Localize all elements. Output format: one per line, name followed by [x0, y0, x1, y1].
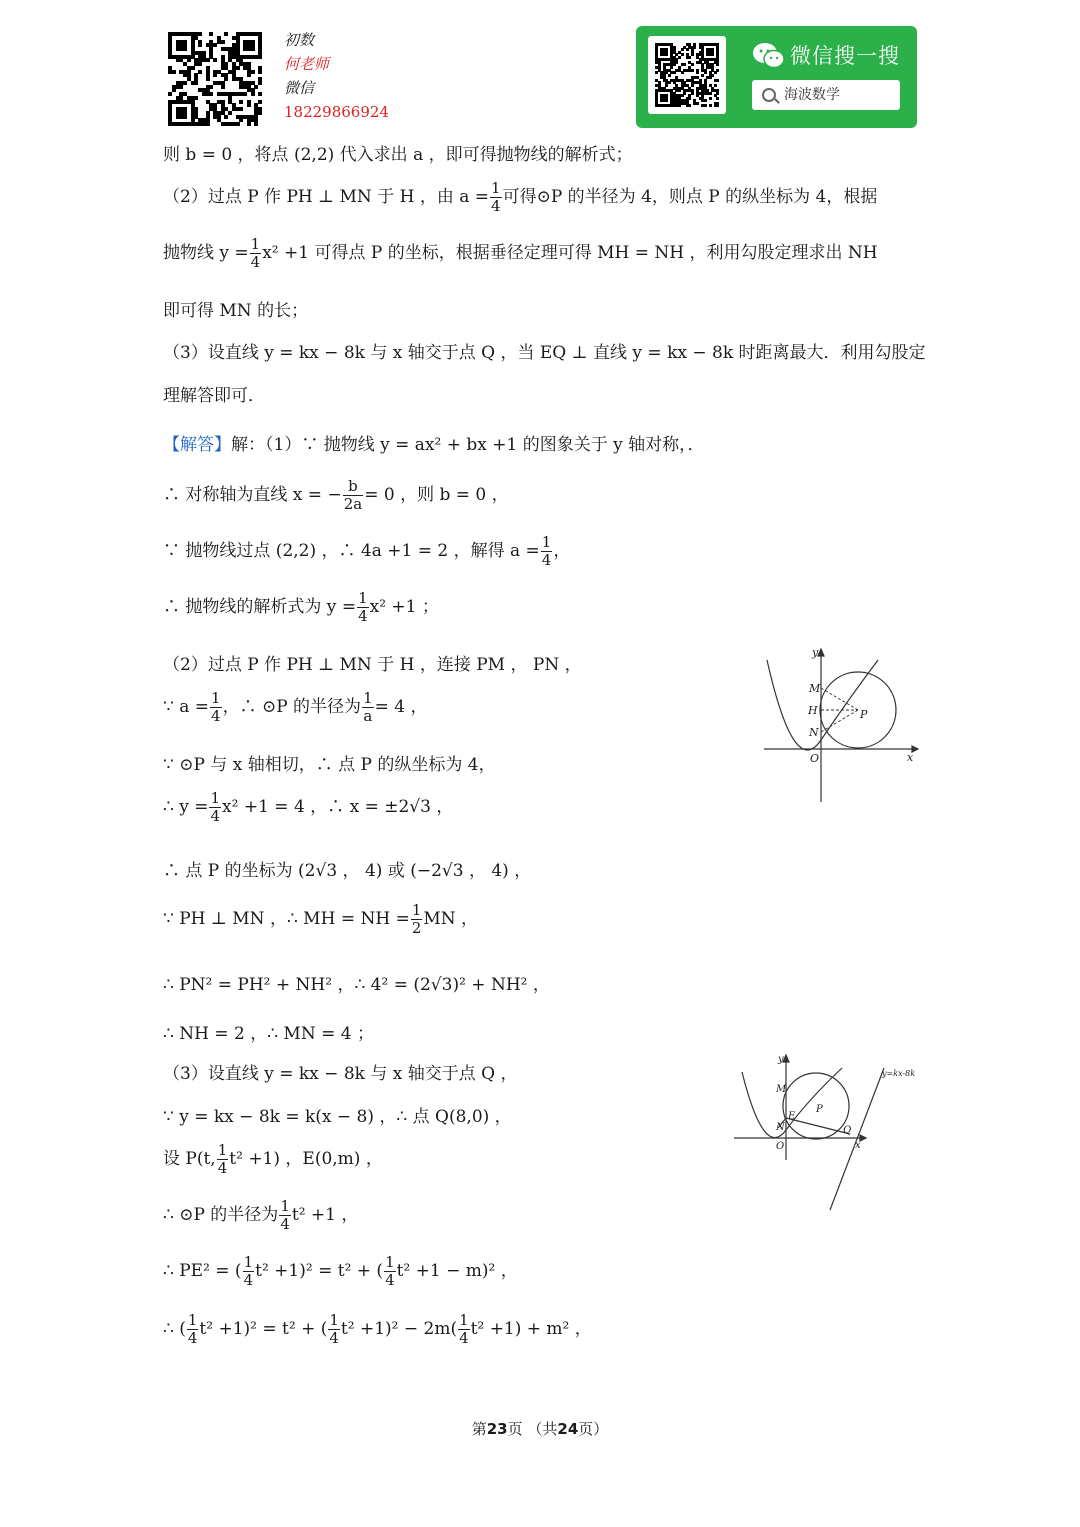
text-line-5: （3）设直线 y = kx − 8k 与 x 轴交于点 Q ，当 EQ ⊥ 直线 y = kx − 8k 时距离最大．利用勾股定 [163, 343, 926, 363]
qr-module [236, 66, 240, 70]
qr-module [224, 77, 228, 81]
qr-module [209, 32, 213, 36]
qr-module [683, 63, 686, 66]
contact-info [284, 28, 389, 124]
line-kx-8k [830, 1068, 884, 1210]
y-axis-arrow-icon [783, 1055, 789, 1062]
fraction [411, 902, 423, 937]
qr-module [168, 92, 172, 96]
qr-module [209, 92, 213, 96]
qr-module [243, 92, 247, 96]
text-line-9a: ∵ 抛物线过点 (2,2) ，∴ 4a +1 = 2 ，解得 a = [163, 541, 540, 561]
wechat-search-title: 微信搜一搜 [790, 44, 900, 68]
qr-module [678, 104, 681, 107]
text-line-3b: x² +1 可得点 P 的坐标，根据垂径定理可得 MH = NH ，利用勾股定理求出 NH [262, 243, 878, 263]
qr-module [716, 69, 719, 72]
text-line-24 [163, 1312, 592, 1347]
fraction-numerator: 1 [491, 179, 501, 197]
text-line-24d: t² +1) + m² ， [470, 1319, 592, 1339]
qr-module [239, 100, 243, 104]
fraction-denominator: 4 [187, 1329, 198, 1347]
fraction [217, 1142, 229, 1177]
qr-module [239, 118, 243, 122]
qr-module [678, 56, 681, 59]
qr-module [683, 92, 686, 95]
qr-module [711, 74, 714, 77]
qr-module [668, 74, 671, 77]
qr-module [709, 97, 712, 100]
qr-module [716, 92, 719, 95]
qr-module [704, 104, 707, 107]
fraction [187, 1312, 199, 1347]
text-line-16a: ∵ PH ⊥ MN ，∴ MH = NH = [163, 909, 410, 929]
qr-module [678, 89, 681, 92]
qr-module [709, 76, 712, 79]
label-n: N [809, 726, 819, 739]
qr-module [198, 43, 202, 47]
fraction [250, 236, 262, 271]
qr-module [670, 66, 673, 69]
total-pages: 24 [557, 1420, 579, 1438]
qr-module [696, 102, 699, 105]
label-o: O [810, 752, 820, 765]
text-line-3a: 抛物线 y = [163, 243, 249, 263]
text-line-21a: 设 P(t, [163, 1149, 216, 1169]
qr-module [206, 77, 210, 81]
wechat-logo-icon [752, 42, 786, 70]
qr-module [258, 70, 262, 74]
text-line-15: ∴ 点 P 的坐标为 (2√3 ， 4) 或 (−2√3 ， 4) ， [163, 861, 532, 881]
parabola-curve [767, 660, 878, 750]
text-line-7 [163, 430, 705, 455]
text-line-16b: MN ， [423, 909, 479, 929]
qr-module [213, 43, 217, 47]
fraction-denominator: 2a [343, 495, 363, 513]
text-line-23a: ∴ PE² = ( [163, 1261, 242, 1281]
text-line-4: 即可得 MN 的长； [163, 301, 309, 321]
label-h: H [808, 704, 818, 717]
label-x: x [907, 751, 914, 764]
text-line-23b: t² +1)² = t² + ( [255, 1261, 384, 1281]
fraction [384, 1254, 396, 1289]
qr-module [691, 92, 694, 95]
fraction-numerator: 1 [363, 689, 373, 707]
label-y: y [778, 1054, 784, 1065]
qr-module [251, 92, 255, 96]
wechat-search-box[interactable] [752, 80, 900, 110]
fraction-denominator: 4 [541, 551, 552, 569]
fraction [210, 690, 222, 725]
text-line-22 [163, 1198, 358, 1233]
qr-module [693, 46, 696, 49]
qr-module [258, 100, 262, 104]
x-axis-arrow-icon [860, 1135, 866, 1141]
qr-module [714, 84, 717, 87]
qr-module [213, 58, 217, 62]
qr-module [198, 62, 202, 66]
qr-module [704, 99, 707, 102]
fraction-numerator: 1 [358, 589, 368, 607]
label-p: P [816, 1104, 823, 1115]
qr-module [213, 73, 217, 77]
qr-module [251, 47, 255, 51]
qr-module [709, 104, 712, 107]
contact-wechat-label: 微信 [284, 79, 315, 97]
qr-module [665, 84, 668, 87]
text-line-8a: ∴ 对称轴为直线 x = − [163, 485, 342, 505]
qr-module [688, 104, 691, 107]
fraction-numerator: 1 [459, 1311, 469, 1329]
text-line-12 [163, 690, 427, 725]
text-line-10 [163, 590, 439, 625]
label-m: M [776, 1084, 787, 1095]
qr-module [711, 53, 714, 56]
wechat-qr-box [648, 36, 726, 114]
qr-module [668, 81, 671, 84]
fraction-denominator: 4 [211, 707, 221, 725]
fraction-numerator: 1 [385, 1253, 395, 1271]
qr-module [206, 58, 210, 62]
figure-parabola-circle [750, 640, 930, 806]
page-footer [0, 1418, 1080, 1439]
fraction-denominator: 2 [411, 919, 422, 937]
text-line-2 [163, 180, 877, 215]
qr-module [247, 103, 251, 107]
fraction-numerator: 1 [329, 1311, 339, 1329]
qr-module [673, 71, 676, 74]
label-m: M [809, 682, 821, 695]
qr-module [198, 70, 202, 74]
qr-module [691, 53, 694, 56]
text-line-10a: ∴ 抛物线的解析式为 y = [163, 597, 357, 617]
text-line-22b: t² +1 ， [291, 1205, 359, 1225]
label-x: x [855, 1140, 861, 1151]
fraction [279, 1198, 291, 1233]
label-y: y [812, 646, 819, 659]
qr-module [665, 99, 668, 102]
fraction [328, 1312, 340, 1347]
qr-module [236, 122, 240, 126]
text-line-8b: = 0 ，则 b = 0 ， [364, 485, 509, 505]
label-o: O [776, 1141, 785, 1152]
footer-suffix: 页） [578, 1420, 609, 1438]
fraction [541, 534, 553, 569]
qr-module [194, 81, 198, 85]
fraction [362, 690, 374, 725]
answer-tag: 【解答】 [163, 435, 231, 455]
text-line-21 [163, 1142, 383, 1177]
fraction [343, 478, 364, 513]
figure-parabola-line [730, 1050, 930, 1212]
qr-module [696, 71, 699, 74]
fraction-numerator: 1 [411, 901, 422, 919]
qr-module [691, 63, 694, 66]
qr-module [228, 111, 232, 115]
qr-module [258, 81, 262, 85]
text-line-18: ∴ NH = 2 ，∴ MN = 4 ； [163, 1024, 374, 1044]
fraction-numerator: 1 [187, 1311, 198, 1329]
text-line-23 [163, 1254, 518, 1289]
qr-module [183, 81, 187, 85]
qr-module [701, 74, 704, 77]
text-line-2b: 可得⊙P 的半径为 4，则点 P 的纵坐标为 4，根据 [502, 187, 878, 207]
fraction-numerator: b [343, 478, 364, 496]
search-icon [762, 88, 776, 102]
text-line-10b: x² +1 ； [369, 597, 439, 617]
qr-module [239, 107, 243, 111]
text-line-23c: t² +1 − m)² ， [396, 1261, 518, 1281]
segment-pm [821, 688, 858, 710]
qr-module [221, 85, 225, 89]
qr-module [716, 97, 719, 100]
qr-module [206, 122, 210, 126]
fraction-denominator: 4 [217, 1159, 228, 1177]
wechat-search-panel [636, 26, 917, 128]
qr-module [691, 84, 694, 87]
footer-middle: 页 （共 [507, 1420, 558, 1438]
qr-module [254, 122, 258, 126]
label-p: P [860, 708, 868, 721]
qr-module [221, 40, 225, 44]
text-line-21b: t² +1) ，E(0,m) ， [229, 1149, 383, 1169]
text-line-1: 则 b = 0 ，将点 (2,2) 代入求出 a ，即可得抛物线的解析式； [163, 145, 633, 165]
text-line-22a: ∴ ⊙P 的半径为 [163, 1205, 279, 1225]
label-n: N [776, 1122, 785, 1133]
fraction-numerator: 1 [217, 1141, 228, 1159]
text-line-24a: ∴ ( [163, 1319, 186, 1339]
parabola-curve [742, 1068, 842, 1138]
fraction-numerator: 1 [541, 533, 552, 551]
text-line-7-body: 解：（1）∵ 抛物线 y = ax² + bx +1 的图象关于 y 轴对称，． [231, 435, 705, 455]
qr-module [681, 53, 684, 56]
qr-module [714, 71, 717, 74]
fraction-denominator: 4 [243, 1271, 254, 1289]
text-line-16 [163, 902, 478, 937]
qr-module [655, 71, 658, 74]
qr-module [183, 47, 187, 51]
qr-module [172, 70, 176, 74]
fraction-numerator: 1 [211, 689, 221, 707]
qr-module [258, 111, 262, 115]
page-number: 23 [486, 1420, 508, 1438]
fraction-numerator: 1 [280, 1197, 290, 1215]
qr-module [172, 88, 176, 92]
qr-module [224, 32, 228, 36]
fraction-denominator: 4 [385, 1271, 395, 1289]
label-line: y=kx-8k [882, 1069, 916, 1078]
qr-module [686, 48, 689, 51]
fraction-denominator: 4 [210, 807, 221, 825]
qr-module [194, 96, 198, 100]
qr-module [681, 71, 684, 74]
text-line-2a: （2）过点 P 作 PH ⊥ MN 于 H ，由 a = [163, 187, 490, 207]
qr-module [187, 58, 191, 62]
qr-module [251, 70, 255, 74]
contact-phone: 18229866924 [284, 103, 389, 121]
text-line-24c: t² +1)² − 2m( [340, 1319, 458, 1339]
qr-module [183, 115, 187, 119]
text-line-9 [163, 534, 570, 569]
fraction-numerator: 1 [243, 1253, 254, 1271]
qr-module [716, 104, 719, 107]
text-line-20: ∵ y = kx − 8k = k(x − 8) ，∴ 点 Q(8,0) ， [163, 1107, 512, 1127]
text-line-12b: ，∴ ⊙P 的半径为 [222, 697, 362, 717]
text-line-8 [163, 478, 509, 513]
qr-module [254, 85, 258, 89]
qr-module [209, 85, 213, 89]
qr-module [681, 48, 684, 51]
fraction-denominator: 4 [491, 197, 501, 215]
qr-module [258, 92, 262, 96]
fraction-denominator: 4 [280, 1215, 290, 1233]
fraction-numerator: 1 [250, 235, 261, 253]
qr-module [716, 63, 719, 66]
qr-module [675, 61, 678, 64]
text-line-3 [163, 236, 878, 271]
text-line-17: ∴ PN² = PH² + NH² ，∴ 4² = (2√3)² + NH² ， [163, 975, 550, 995]
fraction-numerator: 1 [210, 789, 221, 807]
text-line-19: （3）设直线 y = kx − 8k 与 x 轴交于点 Q ， [163, 1064, 518, 1084]
qr-module [691, 69, 694, 72]
text-line-24b: t² +1)² = t² + ( [199, 1319, 328, 1339]
wechat-qr-code [655, 43, 719, 107]
text-line-14 [163, 790, 453, 825]
text-line-6: 理解答即可． [163, 386, 265, 406]
fraction [243, 1254, 255, 1289]
fraction [490, 180, 502, 215]
fraction [458, 1312, 470, 1347]
footer-prefix: 第 [471, 1420, 487, 1438]
y-axis-arrow-icon [818, 649, 824, 656]
qr-module [191, 66, 195, 70]
qr-module [665, 53, 668, 56]
label-e: E [788, 1111, 796, 1122]
qr-module [716, 79, 719, 82]
fraction [357, 590, 369, 625]
qr-module [258, 55, 262, 59]
text-line-12a: ∵ a = [163, 697, 210, 717]
qr-module [247, 122, 251, 126]
qr-module [179, 85, 183, 89]
text-line-13: ∵ ⊙P 与 x 轴相切，∴ 点 P 的纵坐标为 4， [163, 755, 496, 775]
contact-subject: 初数 [284, 31, 315, 49]
text-line-11: （2）过点 P 作 PH ⊥ MN 于 H ，连接 PM ， PN ， [163, 655, 582, 675]
fraction-denominator: 4 [459, 1329, 469, 1347]
qr-module [709, 92, 712, 95]
fraction-denominator: 4 [329, 1329, 339, 1347]
fraction [209, 790, 221, 825]
qr-module [224, 115, 228, 119]
fraction-denominator: 4 [358, 607, 368, 625]
qr-module [688, 56, 691, 59]
qr-module [681, 94, 684, 97]
contact-qr-code [168, 32, 262, 126]
text-line-14b: x² +1 = 4 ，∴ x = ±2√3 ， [222, 797, 454, 817]
wechat-search-text: 海波数学 [784, 87, 840, 103]
qr-module [198, 32, 202, 36]
contact-teacher: 何老师 [284, 55, 330, 73]
fraction-denominator: 4 [250, 253, 261, 271]
text-line-12c: = 4 ， [374, 697, 428, 717]
qr-module [247, 73, 251, 77]
text-line-9b: ， [553, 541, 571, 561]
fraction-denominator: a [363, 707, 373, 725]
text-line-14a: ∴ y = [163, 797, 209, 817]
label-q: Q [843, 1125, 852, 1136]
